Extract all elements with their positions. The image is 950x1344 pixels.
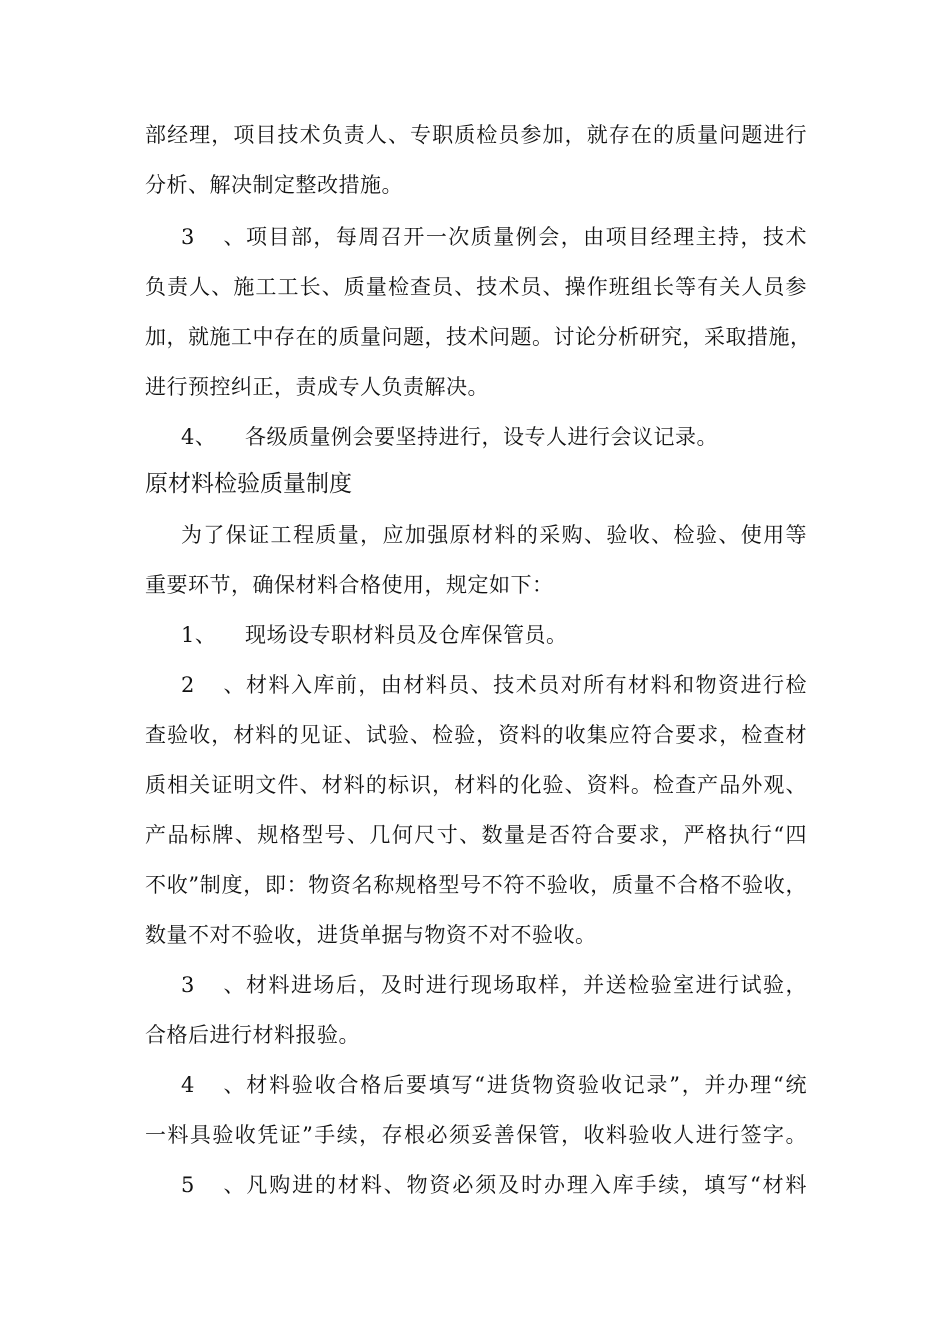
text-span: 项目部，每周召开一次质量例会，由项目经理主持，技术 [245, 225, 807, 249]
numbered-line [181, 1070, 807, 1100]
item-number: 1、 [181, 623, 217, 647]
text-line: 不收”制度，即：物资名称规格型号不符不验收，质量不合格不验收， [145, 873, 807, 897]
numbered-line [181, 970, 807, 1000]
numbered-line [181, 620, 807, 650]
text-line: 分析、解决制定整改措施。 [145, 173, 403, 197]
text-line: 数量不对不验收，进货单据与物资不对不验收。 [145, 923, 597, 947]
numbered-line [181, 1170, 807, 1200]
text-line: 为了保证工程质量，应加强原材料的采购、验收、检验、使用等 [181, 523, 807, 547]
text-span: 凡购进的材料、物资必须及时办理入库手续，填写“材料 [245, 1173, 807, 1197]
item-number: 5、 [181, 1173, 245, 1197]
text-line: 产品标牌、规格型号、几何尺寸、数量是否符合要求，严格执行“四 [145, 823, 807, 847]
text-line: 加，就施工中存在的质量问题，技术问题。讨论分析研究，采取措施， [145, 325, 812, 349]
text-line: 质相关证明文件、材料的标识，材料的化验、资料。检查产品外观、 [145, 773, 807, 797]
text-span: 材料入库前，由材料员、技术员对所有材料和物资进行检 [245, 673, 807, 697]
numbered-line [181, 222, 807, 252]
text-span: 材料进场后，及时进行现场取样，并送检验室进行试验， [245, 973, 807, 997]
text-span: 现场设专职材料员及仓库保管员。 [245, 623, 568, 647]
text-line: 进行预控纠正，责成专人负责解决。 [145, 375, 489, 399]
section-heading: 原材料检验质量制度 [145, 471, 352, 497]
item-number: 3、 [181, 973, 245, 997]
text-line: 部经理，项目技术负责人、专职质检员参加，就存在的质量问题进行 [145, 123, 807, 147]
text-line: 负责人、施工工长、质量检查员、技术员、操作班组长等有关人员参 [145, 275, 807, 299]
text-line: 一料具验收凭证”手续，存根必须妥善保管，收料验收人进行签字。 [145, 1123, 807, 1147]
numbered-line [181, 670, 807, 700]
text-line: 查验收，材料的见证、试验、检验，资料的收集应符合要求，检查材 [145, 723, 807, 747]
text-span: 各级质量例会要坚持进行，设专人进行会议记录。 [245, 425, 718, 449]
text-span: 材料验收合格后要填写“进货物资验收记录”，并办理“统 [245, 1073, 807, 1097]
text-line: 合格后进行材料报验。 [145, 1023, 360, 1047]
item-number: 3、 [181, 225, 245, 249]
text-line: 重要环节，确保材料合格使用，规定如下： [145, 573, 554, 597]
item-number: 4、 [181, 425, 217, 449]
numbered-line [181, 422, 807, 452]
item-number: 4、 [181, 1073, 245, 1097]
item-number: 2、 [181, 673, 245, 697]
